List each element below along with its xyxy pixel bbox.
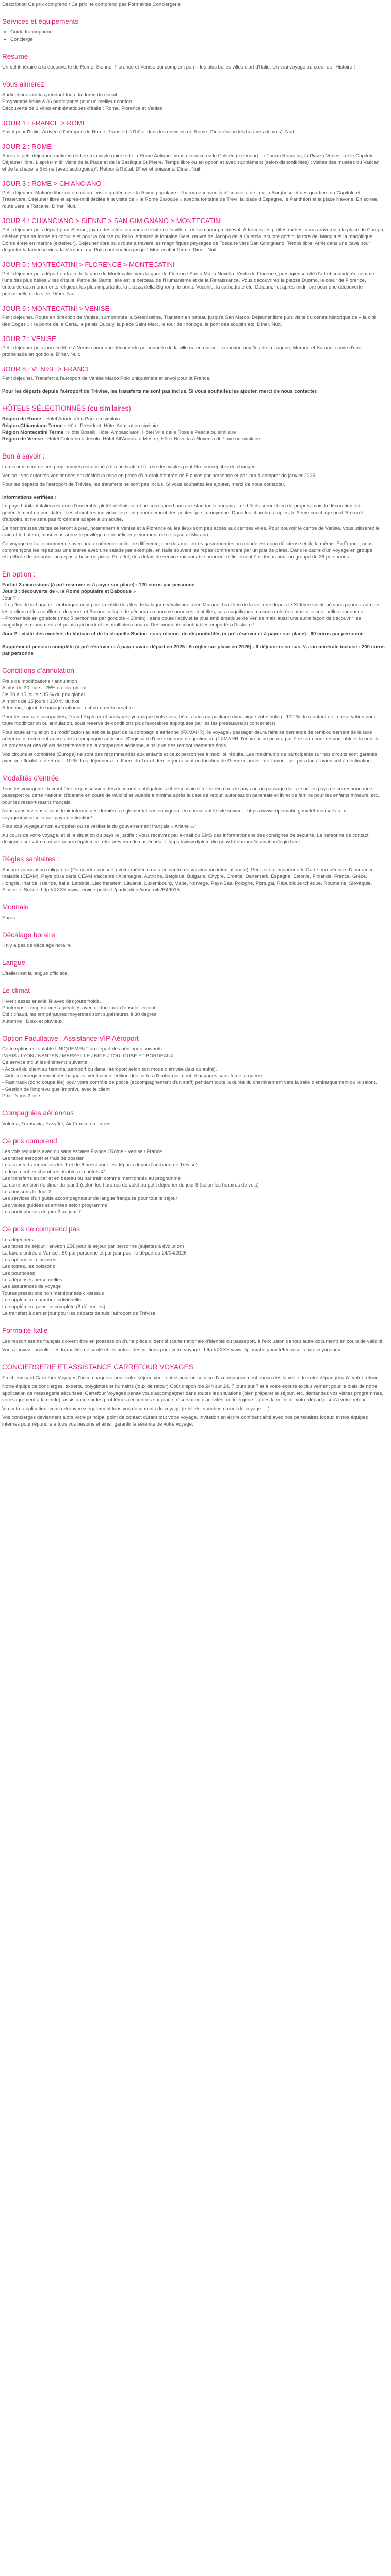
paragraph: Via votre application, vous retrouverez également tous vos documents de voyage (e-billets, voucher, carnet de voyage, ...).	[2, 1406, 271, 1412]
compagnies-title: Compagnies aériennes	[2, 1109, 74, 1117]
en-option-title: En option :	[2, 570, 36, 578]
paragraph: Vos concierges deviennent alors votre principal point de contact durant tout votre voyage. Invitation en écrire confidentialité avec nos partenaires locaux et nos équipes internes pour répondre à tous vos besoins et ainsi, garantir la sérénité de votre voyage.	[2, 1415, 368, 1427]
resume-title: Résumé	[2, 53, 28, 60]
line: Audiophones inclus pendant toute la durée du circuit Programme limité à 36 participants pour un meilleur confort Découverte de 3 villes emblématiques d'Italie : Rome, Florence et Venise	[2, 92, 162, 111]
vous-aimerez-title: Vous aimerez :	[2, 80, 48, 88]
ne-prix-lines: Les déjeuners Les taxes de séjour : environ 25€ pour le séjour par personne (sujettes à évolution) La taxe d'entrée à Venise : 5€ par personne et par jour pour le départ du 24/04/2026 Les options non incluses Les extras, les boissons Les pourboires Les dépenses personnelles Les assurances de voyage Toutes prestations non mentionnées ci-dessus Le supplément chambre individuelle Le supplément pension complète (6 déjeuners). Le transfert à derrier jour pour les départs depuis l'aéroport de Trévise	[2, 1237, 187, 1316]
paragraph: Tous les voyageurs devront être en possession des documents obligatoires et nécessaires à l'entrée dans le pays ou au passage dans le ou les pays de correspondance - passeport ou carte National d'identité en cours de validité et valable a minima après la date de retour, autorisation parentale et livret de famille pour les enfants mineurs, etc., pour les ressortissants français.	[2, 786, 381, 805]
day-text: Petit déjeuner. Transfert à l'aéroport de Venise Marco Polo uniquement et envol pour la France.	[2, 376, 211, 381]
paragraph: Pour les départs de l'aéroport de Trévise, les transferts ne sont pas inclus. Si vous souhaitez les ajouter, merci de nous contacter.	[2, 482, 285, 487]
day-title: JOUR 8 : VENISE > FRANCE	[2, 365, 92, 373]
paragraph: Au cours de votre voyage, et si la situation du pays le justifie : Vous recevrez par e-mail ou SMS des informations et des consignes de sécurité. La personne de contact désignée sur votre compte pourra également être prévenue le cas échéant. https://www.diplomatie.gouv.fr/fr/ariane/inscription/login.html	[2, 833, 369, 845]
paragraph: Vous pouvez consulter les formalités de santé et les autres destinations pour votre voyage : http://XXXX.www.diplomatie.gouv.fr/fr/conseils-aux-voyageurs/	[2, 1347, 341, 1353]
services-title: Services et équipements	[2, 18, 78, 25]
climat-lines: Hiver : assez ensoleillé avec des jours froids. Printemps : températures agréables avec un fort taux d'ensoleillement. Été : chaud, les températures moyennes sont supérieures à 30 degrés Automne : Doux et pluvieux.	[2, 998, 157, 1024]
day-text: Petit déjeuner. Matinée libre ou en option : visite guidée de « la Rome populaire et baroque » avec la découverte de la villa Borghese et des quartiers du Capitole et Trastevere. Déjeuner libre et après-midi dédiée à la visite de « la Rome Baroque » avec la fontaine de Trevi, la place d'Espagne, le Panthéon et la place Navone. En soirée, route vers la Toscane. Dîner. Nuit.	[2, 190, 379, 209]
paragraph: Notre équipe de concierges, experts, polyglottes et humains (joux de retour) Coût disponible 24h sur 24, 7 jours sur 7 et à votre écoute exclusivement pour le biais de notre application de messagerie sécurisée, Carrefour Voyages pense vous accompagner dans toutes les situations (bien préparer le séjour, etc. demandez vos visites programmes, votre agrément à la rendu), assistance sur les problèmes rencontrés sur place, réservation d'activités, conciergerie... ) dès la veille de votre départ jusqu'à votre retour.	[2, 1384, 384, 1403]
paragraph: Le déroulement de ces programmes est donné à titre indicatif et l'ordre des visites peut être susceptible de changer.	[2, 464, 256, 470]
tabs-line: Description Ce prix comprend / Ce prix ne comprend pas Formalités Conciergerie	[2, 2, 181, 7]
option-lines: Forfait 3 excursions (à pré-réserver et à payer sur place) : 120 euros par personne Jour 3 : découverte de « la Rome populaire et Baboque » Jour 7 : - Les îles de la Lagune : embarquement pour la visite des îles de la lagune vénitienne avec Murano, haut lieu de la verrerie depuis le XIIIème siècle où vous pourrez admirer les ateliers et les souffleurs de verre, et Burano, village de pêcheurs renommé pour ses dentelles, ses magnifiques maisons colorées ainsi que ses ruelles sinueuses. - Promenade en gondole (max 5 personnes par gondole – 30min) : sans doute l'activité la plus emblématique de Venise mais aussi une autre façon de découvrir les magnifiques monuments et palais qui bordent les multiples canaux. Des moments inoubliables emportés d'histoire !	[2, 582, 380, 628]
hotels-list: Région de Rome : Hôtel Ariadne/Ino Park ou similaire Région Chianciano Terme : Hôtel Président, Hôtel Admiral ou similaire Région Montecatini Terme : Hôtel Boselli, Hôtel Ambasciatori, Hôtel Villa delle Rose e Pescia ou similaire Région de Venise : Hôtel Colombo à Jesolo, Hôtel All'Ancora à Mestre, Hôtel Novetta à Noventa di Piave ou similaire	[2, 416, 260, 442]
day-text: Petit déjeuner. Route en direction de Venise, surnommée la Sérénissime. Transfert en bateau jusqu'à San Marco. Déjeuner libre puis visite du centre historique de « la cité des Doges » : la ponte della Carta, le palais Ducaly, la place Saint Marc, le tour de l'horloge, le pont des soupirs etc. Dîner. Nuit.	[2, 315, 376, 327]
decalage-title: Décalage horaire	[2, 931, 55, 939]
day-title: JOUR 7 : VENISE	[2, 335, 56, 343]
resume-text: Un bel itinéraire à la découverte de Rome, Sienne, Florence et Venise qui complent parmi les plus belles villes d'art d'Italie. Un vrai voyage au cœur de l'Histoire !	[2, 64, 355, 70]
day-text: Après le petit déjeuner, matinée dédiée à la visite guidée de la Rome Antique. Vous découvrirez le Colisée (extérieur), le Forum Romains, la Piazza Venezia et le Capitole. Déjeuner libre. L'après-midi, visite de la Place et de la Basilique St Pierre. Temps libre ou en option et avec supplément (selon disponibilités) : visites des musées du Vatican et de la chapelle Sixtine (avec audioguide)*. Retour à l'hôtel. Dîner et boissons. Dîner. Nuit.	[2, 153, 380, 172]
ne-prix-title: Ce prix ne comprend pas	[2, 1225, 80, 1233]
paragraph: Pour les contrats occupables, Travel Explorer et package dynamique (vols secs, hôtels secs ou package dynamique vol + hôtel) : 100 % du montant de la réservation pour toute modification ou annulation, sous réserve de conditions plus favorables appliquées par les les prestataire(s) concerné(s).	[2, 714, 376, 726]
day-text: Petit déjeuner puis départ pour Sienne, joyau des cités toscanes et visite de la ville et de son bourg médiéval. À travers les petites ruelles, vous arriverez à la place du Campo, célèbre pour sa forme en coquille et pour la course du Palio. Admirez la fontaine Gaia, œuvre de Jacopo della Quercia, sculpté gothic, la tore del Mangia et la magnifique Dôme érété en marbre (extérieur). Déjeuner libre puis route à travers les magnifiques paysages de Toscane vers San Gimignano. Temps libre. Arrêt dans une cave pour déguster la fameuse vin « la Vernaccia ». Puis continuation jusqu'à Montecatini Terme. Dîner. Nuit.	[2, 227, 385, 253]
option-pension: Supplément pension complète (à pré-réserver et à payer avant départ en 2025 : 6 régler sur place en 2026) : 6 déjeuners en sus, ½ eau minérale incluse : 200 euros par personne	[2, 644, 385, 656]
day-text: Petit déjeuner puis journée libre à Venise pour une découverte personnelle de la ville ou en option : excursion aux îles de la Lagune, Murano et Burano, suivie d'une promenade en gondole. Dîner. Nuit.	[2, 345, 362, 358]
ce-prix-lines: Les vols réguliers avec ou sans escales France / Rome - Venise / France. Les taxes aéroport et frais de dossier Les transferts regroupés les 1 et de 8 aussi pour les départs depuis l'aéroport de Trévise) Le logement en chambres doubles en hôtels 4* Les transferts en car et en bateau ou par train comme mentionnés au programme La demi-pension (le dîner du jour 1 (selon les horaires de vols) au petit déjeuner du jour 8 (selon les horaires de vols) Les boissons le Jour 2 Les services d'un guide accompagnateur de langue française pour tout le séjour Les visites guidées et entrées selon programme Les audiophones du jour 2 au jour 7.	[2, 1149, 259, 1215]
monnaie-title: Monnaie	[2, 903, 29, 911]
decalage-text: Il n'y a pas de décalage horaire	[2, 943, 71, 948]
climat-title: Le climat	[2, 987, 30, 994]
day-text: Envol pour l'Italie. Arrivée à l'aéroport de Rome. Transfert à l'hôtel dans les environs de Rome. Dîner (selon les horaires de vols). Nuit.	[2, 129, 296, 135]
monnaie-text: Euros	[2, 915, 15, 921]
list-item: • Concierge	[10, 36, 385, 43]
hotels-title: HÔTELS SÉLECTIONNÉS (ou similaires)	[2, 404, 131, 412]
day-title: JOUR 2 : ROME	[2, 143, 52, 150]
paragraph: Le pays habitant italien est donc l'ensemble plutôt vitelloisant et ne correspond pas aux standards français. Les hôtels seront bien de propres mais la décoration est généralement un peu datée. Les chambres individuelles sont généralement des petites que la moyenne. Dans les chambres triples, le 3ème couchage peut être un lit d'appoint, et ne sera pas forcément adapté à un adulte.	[2, 503, 365, 522]
paragraph: Vos circuits et combinés (Europe) ne sont pas recommandés aux enfants et ceux personnes à mobilité réduite. Les maximums de participants sur nos circuits sont garantis avec une flexibilité de + ou – 10 %. Les déjeuners ou dîners du 1er et dernier jours sont en fonction de l'heure d'arrivée de l'avion : ont pris dans l'avion soit à destination.	[2, 752, 377, 764]
langue-title: Langue	[2, 959, 26, 967]
services-list	[2, 29, 385, 43]
compagnies-text: Volotea, Transavia, EasyJet, Air France ou autres...	[2, 1121, 115, 1127]
paragraph: Pour toute annulation ou modification ad est de la part de la compagnie aérienne (FXMAHR), le voyage / passager devra faire sa demande de remboursement de la taxe aérienne directement auprès de la compagnie aérienne. S'agissant d'une exigence de gestion de (FXMAHR, l'écuireur ne pourra par être tenu pour responsable si la non de ce process et des délais de traitement de la compagnie aérienne, ainsi que des remboursements émis.	[2, 730, 380, 749]
langue-text: L'italien est la langue officielle.	[2, 971, 69, 976]
paragraph: Ce voyage en Italie commence avec une expérience culinaire différente, une des meilleures gastronomies au monde est donc délicieuse et de la même. En France, nous commençons les repas par une entrée avec une salade par exemple, en Italie souvent les repas commencent par un plat de pâtes. Dans le cadre d'un voyage en groupe, il est difficile de proposer un repas à base de pizza. En effet, des délais de service raisonnable pourront difficilement être tenus pour un groupe de 38 personnes.	[2, 541, 378, 560]
bon-savoir-title: Bon à savoir :	[2, 452, 45, 460]
paragraph: De nombreuses visites se feront à pied, notamment à Venise et à Florence où les lieux sont peu accès aux centres villes. Pour pouvoir le centre de Venise, vous utiliserez le train et le bateau, ainsi vous aurez le privilège de bénéficier pleinement de ce joyau et Murano.	[2, 526, 380, 538]
paragraph: Aucune vaccination obligatoire (Demandez conseil à votre médecin ou à un centre de vaccination internationale). Pensez à demander à la Carte européenne d'assurance maladie (CEAM). Pays où la carte CEAM s'accepte : Allemagne, Autriche, Belgique, Bulgarie, Chypre, Croatie, Danemark, Espagne, Estonie, Finlande, France, Grèce, Hongrie, Irlande, Islande, Italie, Lettonie, Liechtenstein, Lituanie, Luxembourg, Malte, Norvège, Pays-Bas, Pologne, Portugal, République tchèque, Roumanie, Slovaquie, Slovénie, Suède. http://XXXX.www.service-public.fr/particuliers/vosdroits/R49015	[2, 867, 374, 893]
day-text: Petit déjeuner puis départ en train de la gare de Montecatini vers la gare de Florence Santa Maria Novella. Visite de Florence, prestigieuse cité d'art et considérée comme l'une des plus belles villes d'Italie. Patrie de Dante, elle est le berceau de l'Humanisme et de la Renaissance. Vous découvrirez la piazza Duomo, le cœur de Florence, entourée des monuments religieux les plus importants, la piazza della Signoria, le ponte Vecchio, la cathédrale etc. Déjeuner et après-midi libre pour une découverte personnelle de la ville. Dîner. Nuit.	[2, 271, 374, 297]
paragraph: Les ressortissants français doivent être en possession d'une pièce d'identité (carte nationale d'identité ou passeport, à l'exclusion de tout autre document) en cours de validité.	[2, 1338, 384, 1344]
day-title: JOUR 1 : FRANCE > ROME	[2, 119, 87, 127]
paragraph: Venise : vos autorités vénitiennes ont décidé la mise en place d'un droit d'entrée de 5 euros par personne et par jour à compter de janvier 2025.	[2, 473, 317, 479]
day-title: JOUR 6 : MONTECATINI > VENISE	[2, 304, 110, 312]
day-title: JOUR 3 : ROME > CHIANCIANO	[2, 180, 102, 188]
formalite-title: Formalité Italie	[2, 1327, 48, 1334]
conditions-lines: Frais de modifications / annulation : A plus de 30 jours : 25% du prix global De 30 à 15 jours : 85 % du prix global A moins de 15 jours : 100 % du fixe Attention, l'ajout de bagage optionnel est non remboursable.	[2, 679, 134, 711]
option-vatican: Jour 2 : visite des musées du Vatican et de la chapelle Sixtine, sous réserve de disponibilités (à pré-réserver et à payer sur place) : 60 euros par personne	[2, 631, 364, 637]
formalites-title: Modalités d'entrée	[2, 774, 59, 782]
day-title: JOUR 5 : MONTECATINI > FLORENCE > MONTECATINI	[2, 261, 175, 268]
assist-lines: Cette option est valable UNIQUEMENT au départ des aéroports suivants : PARIS / LYON / NANTES / MARSEILLE / NICE / TOULOUSE ET BORDEAUX Ce service inclut les éléments suivants : - Accueil du client au terminal aéroport ou dans l'aéroport selon son mode d'arrivée (taxi ou autre). - Aide à l'enregistrement des bagages, vérification, édition des cartes d'embarquement et bagages sans forcé la queue. - Fast track (donc coupe file) pour votre contrôle de police (accompagnement d'un staff) pendant toute la durée du cheminement vers la salle d'embarquement ou le salon). - Gestion de l'imprévu quel imprévu avec le client Prix : Nous 2 pers	[2, 1046, 377, 1099]
option-assist-title: Option Facultative : Assistance VIP Aéroport	[2, 1035, 139, 1042]
regles-title: Règles sanitaires :	[2, 855, 60, 863]
conditions-title: Conditions d'annulation	[2, 667, 74, 674]
day-title: JOUR 4 : CHIANCIANO > SIENNE > SAN GIMIGNANO > MONTECATINI	[2, 217, 222, 225]
info-title: Informations vérifiées :	[2, 495, 57, 500]
paragraph: Pour tout voyageur non européen ou se vérifier le du gouvernement français « Ariane ».*	[2, 824, 197, 829]
paragraph: En choisissant Carrefour Voyages l'accompagnera pour votre séjour, vous optez pour un service d'accompagnement conçu dès la veille de votre départ jusqu'à votre retour.	[2, 1375, 379, 1381]
list-item: • Guide francophone	[10, 29, 385, 36]
conciergerie-title: CONCIERGERIE ET ASSISTANCE CARREFOUR VOYAGES	[2, 1363, 193, 1371]
ce-prix-title: Ce prix comprend	[2, 1137, 57, 1145]
paragraph: Nous vous invitons à vous tenir informé des dernières réglementations en vigueur en consultant le site suivant : https://www.diplomatie.gouv.fr/fr/conseils-aux-voyageurs/conseils-par-pays-destination/	[2, 808, 348, 821]
transfer-note: Pour les départs depuis l'aéroport de Trévise, les transferts ne sont pas inclus. Si vous souhaitez les ajouter, merci de nous contacter.	[2, 388, 318, 394]
